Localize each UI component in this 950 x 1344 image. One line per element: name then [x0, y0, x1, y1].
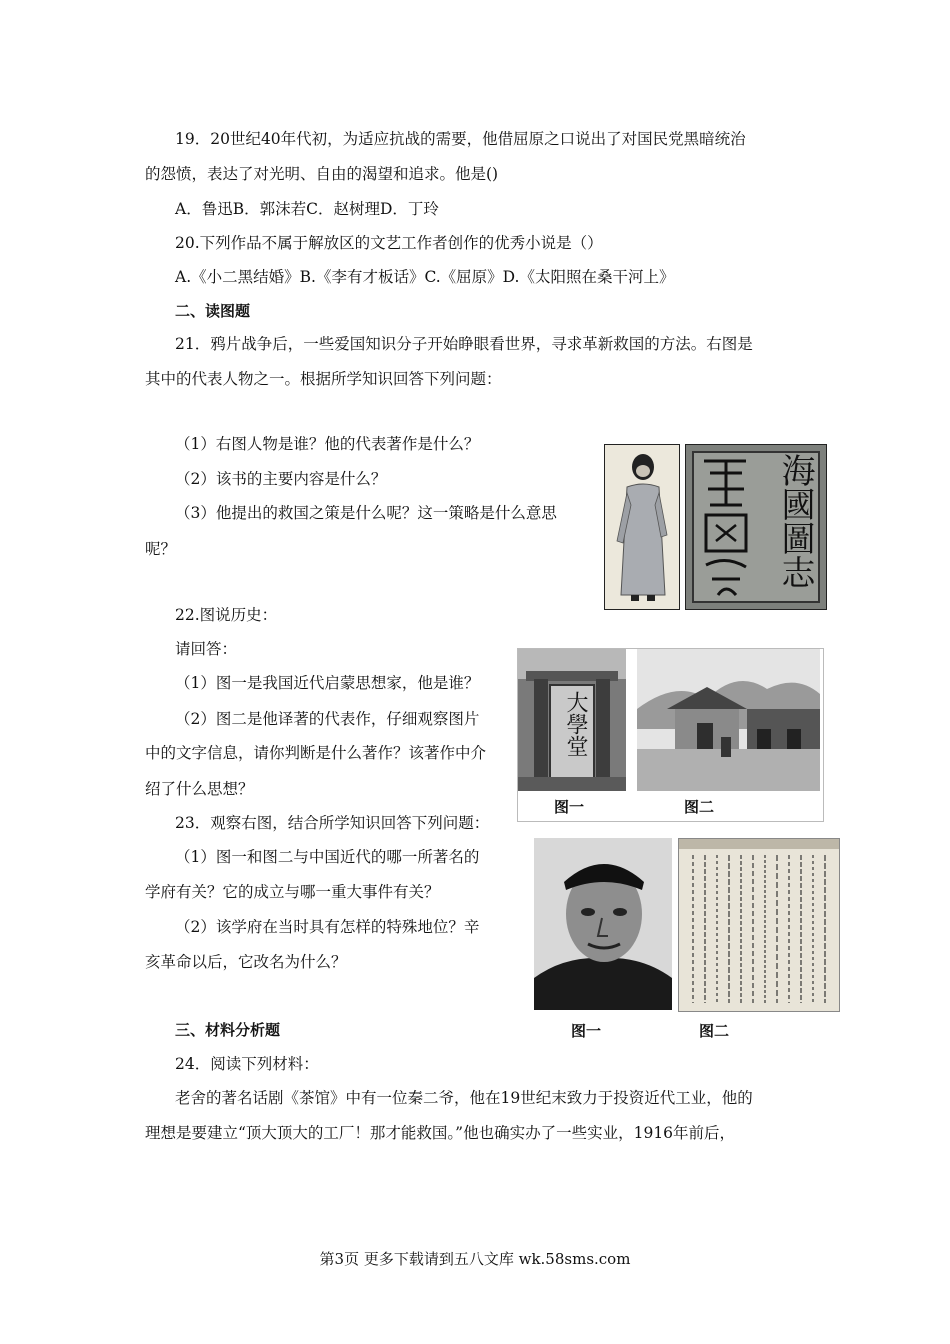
q23-sub2b: 亥革命以后，它改名为什么？ [145, 953, 347, 971]
figure-low-caption-2: 图二 [699, 1022, 730, 1040]
section3-heading: 三、材料分析题 [175, 1021, 281, 1039]
q23-sub1b: 学府有关？它的成立与哪一重大事件有关？ [145, 883, 440, 901]
page-footer: 第3页 更多下载请到五八文库 wk.58sms.com [319, 1250, 631, 1268]
q21-sub2: （2）该书的主要内容是什么？ [175, 470, 387, 488]
portrait-figure-image [604, 444, 680, 610]
yan-fu-portrait-photo [534, 838, 672, 1010]
q19-line2: 的怨愤，表达了对光明、自由的渴望和追求。他是() [145, 165, 499, 183]
q19-line1: 19．20世纪40年代初，为适应抗战的需要，他借屈原之口说出了对国民党黑暗统治 [175, 130, 746, 148]
courtyard-illustration [637, 649, 820, 791]
manuscript-photo [678, 838, 840, 1012]
seal-title-text: 海國圖志 [775, 453, 815, 589]
q21-sub1: （1）右图人物是谁？他的代表著作是什么？ [175, 435, 480, 453]
q21-sub3b: 呢？ [145, 540, 177, 558]
section2-heading: 二、读图题 [175, 302, 251, 320]
q22-sub1: （1）图一是我国近代启蒙思想家，他是谁？ [175, 674, 480, 692]
courtyard-photo [637, 649, 820, 791]
portrait-illustration [534, 838, 672, 1010]
university-gate-photo [518, 649, 626, 791]
q23-sub1a: （1）图一和图二与中国近代的哪一所著名的 [175, 848, 480, 866]
standing-scholar-illustration [605, 445, 679, 609]
figure-mid-caption-2: 图二 [684, 798, 715, 816]
book-title-seal-image [685, 444, 827, 610]
manuscript-illustration [679, 839, 839, 1011]
q19-options: A．鲁迅B．郭沫若C．赵树理D．丁玲 [175, 200, 439, 218]
q22-sub2a: （2）图二是他译著的代表作，仔细观察图片 [175, 710, 480, 728]
q24-title: 24．阅读下列材料： [175, 1055, 319, 1073]
q21-sub3a: （3）他提出的救国之策是什么呢？这一策略是什么意思 [175, 504, 557, 522]
q21-line2: 其中的代表人物之一。根据所学知识回答下列问题： [145, 370, 502, 388]
q20-line1: 20.下列作品不属于解放区的文艺工作者创作的优秀小说是（） [175, 234, 603, 252]
q24-line2: 理想是要建立“顶大顶大的工厂！那才能救国。”他也确实办了一些实业，1916年前后， [145, 1124, 736, 1142]
q22-sub2b: 中的文字信息，请你判断是什么著作？该著作中介 [145, 744, 487, 762]
figure-low-caption-1: 图一 [571, 1022, 602, 1040]
q21-line1: 21．鸦片战争后，一些爱国知识分子开始睁眼看世界，寻求革新救国的方法。右图是 [175, 335, 753, 353]
figure-mid-caption-1: 图一 [554, 798, 585, 816]
q22-title: 22.图说历史： [175, 606, 278, 624]
seal-small-script [696, 455, 756, 603]
gate-plaque-text: 大學堂 [563, 691, 588, 757]
q23-line1: 23．观察右图，结合所学知识回答下列问题： [175, 814, 490, 832]
q23-sub2a: （2）该学府在当时具有怎样的特殊地位？辛 [175, 918, 480, 936]
q22-prompt: 请回答： [175, 640, 238, 658]
q24-line1: 老舍的著名话剧《茶馆》中有一位秦二爷，他在19世纪末致力于投资近代工业，他的 [175, 1089, 753, 1107]
q20-options: A.《小二黑结婚》B.《李有才板话》C.《屈原》D.《太阳照在桑干河上》 [175, 268, 675, 286]
q22-sub2c: 绍了什么思想？ [145, 780, 254, 798]
